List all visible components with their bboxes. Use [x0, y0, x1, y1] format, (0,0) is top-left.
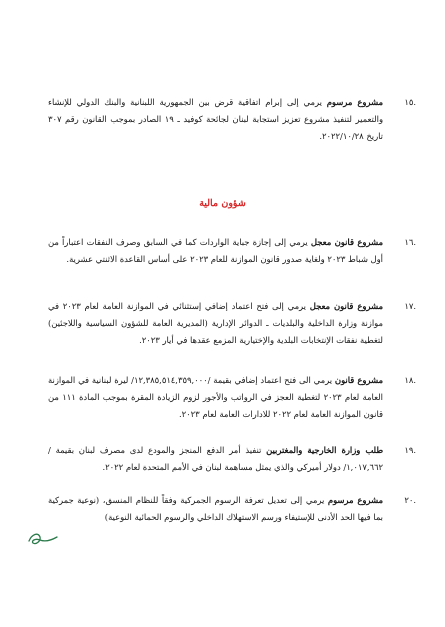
list-item-18: [48, 372, 416, 423]
item-lead: مشروع مرسوم: [327, 495, 384, 505]
list-item-15: [48, 94, 416, 145]
item-number: ٢٠.: [404, 495, 416, 505]
item-text: يرمي إلى تعديل تعرفة الرسوم الجمركية وفقاً للنظام المنسق، (نوعية جمركية بما فيها الحد الأدنى للإستيفاء ورسم الاستهلاك الداخلي والرسوم الحمائية النوعية): [48, 495, 383, 522]
item-lead: مشروع قانون: [334, 375, 383, 385]
item-text: يرمي إلى فتح اعتماد إضافي إستثنائي في الموازنة العامة لعام ٢٠٢٣ في موازنة وزارة الداخلية والبلديات ـ الدوائر الإدارية (المديرية العامة للشؤون السياسية واللاجئين) لتغطية نفقات الإنتخابات البلدية والإختيارية المزمع عقدها في أيار ٢٠٢٣.: [48, 301, 383, 345]
item-text: تنفيذ أمر الدفع المنجز والمودع لدى مصرف لبنان بقيمة /١,٠١٧,٦٦٢/ دولار أميركي والذي يمثل مساهمة لبنان في الأمم المتحدة لعام ٢٠٢٢.: [48, 445, 383, 472]
item-number: ١٧.: [404, 301, 416, 311]
item-number: ١٦.: [404, 237, 416, 247]
item-lead: مشروع مرسوم: [326, 97, 383, 107]
item-text: يرمي إلى إبرام اتفاقية قرض بين الجمهورية اللبنانية والبنك الدولي للإنشاء والتعمير لتنفيذ مشروع تعزيز استجابة لبنان لجائحة كوفيد ـ ١٩ الصادر بموجب القانون رقم ٣٠٧ تاريخ ٢٠٢٢/١٠/٢٨.: [48, 97, 383, 141]
item-lead: مشروع قانون معجل: [310, 237, 384, 247]
item-text: يرمي إلى إجازة جباية الواردات كما في السابق وصرف النفقات اعتباراً من أول شباط ٢٠٢٣ ولغاية صدور قانون الموازنة للعام ٢٠٢٣ على أساس القاعدة الاثنتي عشرية.: [48, 237, 383, 264]
list-item-17: [48, 298, 416, 349]
item-number: ١٩.: [404, 445, 416, 455]
item-number: ١٥.: [404, 97, 416, 107]
list-item-20: [48, 492, 416, 526]
list-item-19: [48, 442, 416, 476]
item-lead: طلب وزارة الخارجية والمغتربين: [266, 445, 383, 455]
signature-icon: [26, 528, 60, 550]
item-text: يرمي الى فتح اعتماد إضافي بقيمة /١٢,٣٨٥,٥١٤,٣٥٩,٠٠٠/ ليرة لبنانية في الموازنة العامة لعام ٢٠٢٣ لتغطية العجز في الرواتب والأجور لزوم الزيادة المقرة بموجب المادة ١١١ من قانون الموازنة العامة لعام ٢٠٢٢ للادارات العامة لعام ٢٠٢٣.: [48, 375, 383, 419]
item-number: ١٨.: [404, 375, 416, 385]
item-lead: مشروع قانون معجل: [309, 301, 383, 311]
section-title: شؤون مالية: [199, 198, 246, 209]
list-item-16: [48, 234, 416, 268]
